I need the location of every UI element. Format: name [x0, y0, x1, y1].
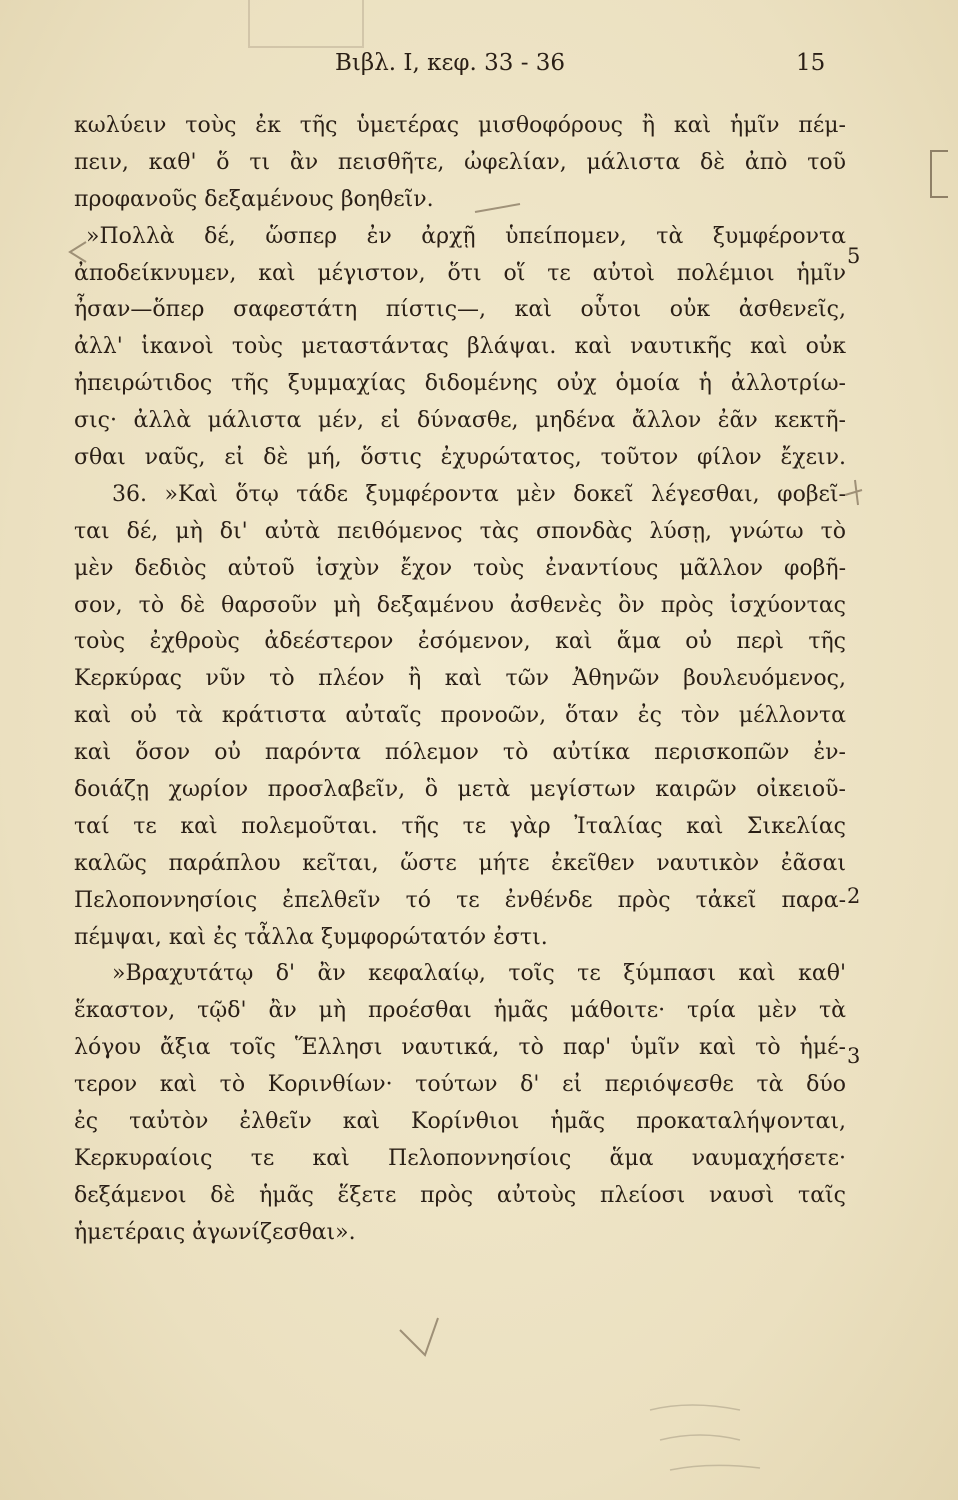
text-line: ταί τε καὶ πολεμοῦται. τῆς τε γὰρ Ἰταλίας καὶ Σικελίας	[74, 813, 846, 839]
text-line: ἦσαν—ὅπερ σαφεστάτη πίστις—, καὶ οὗτοι οὐκ ἀσθενεῖς,	[74, 297, 846, 323]
text-line: κωλύειν τοὺς ἐκ τῆς ὑμετέρας μισθοφόρους ἢ καὶ ἡμῖν πέμ-	[74, 113, 846, 138]
text-line: ἀλλ' ἱκανοὶ τοὺς μεταστάντας βλάψαι. καὶ ναυτικῆς καὶ οὐκ	[74, 334, 846, 360]
text-line: Κερκύρας νῦν τὸ πλέον ἢ καὶ τῶν Ἀθηνῶν βουλευόμενος,	[74, 666, 846, 692]
text-line: τοὺς ἐχθροὺς ἀδεέστερον ἐσόμενον, καὶ ἅμα οὐ περὶ τῆς	[74, 629, 846, 655]
text-line: καὶ ὅσον οὐ παρόντα πόλεμον τὸ αὐτίκα περισκοπῶν ἐν-	[74, 740, 846, 766]
margin-line-number: 3	[847, 1044, 861, 1068]
text-line: Πελοποννησίοις ἐπελθεῖν τό τε ἐνθένδε πρὸς τἀκεῖ παρα-	[74, 887, 846, 913]
text-line: ται δέ, μὴ δι' αὐτὰ πειθόμενος τὰς σπονδὰς λύσῃ, γνώτω τὸ	[74, 518, 846, 544]
text-line: 36. »Καὶ ὅτῳ τάδε ξυμφέροντα μὲν δοκεῖ λέγεσθαι, φοβεῖ-	[112, 481, 846, 507]
text-line: τερον καὶ τὸ Κορινθίων· τούτων δ' εἰ περιόψεσθε τὰ δύο	[74, 1072, 846, 1098]
text-line: καὶ οὐ τὰ κράτιστα αὐταῖς προνοῶν, ὅταν ἐς τὸν μέλλοντα	[74, 703, 846, 729]
text-line: σις· ἀλλὰ μάλιστα μέν, εἰ δύνασθε, μηδένα ἄλλον ἐᾶν κεκτῆ-	[74, 408, 846, 434]
text-line: λόγου ἄξια τοῖς Ἕλλησι ναυτικά, τὸ παρ' ὑμῖν καὶ τὸ ἡμέ-	[74, 1035, 846, 1061]
text-line: Κερκυραίοις τε καὶ Πελοποννησίοις ἅμα ναυμαχήσετε·	[74, 1145, 846, 1171]
text-line: ἠπειρώτιδος τῆς ξυμμαχίας διδομένης οὐχ ὁμοία ἡ ἀλλοτρίω-	[74, 371, 846, 397]
margin-line-number: 2	[847, 884, 861, 908]
text-line: σον, τὸ δὲ θαρσοῦν μὴ δεξαμένου ἀσθενὲς ὂν πρὸς ἰσχύοντας	[74, 592, 846, 618]
margin-line-number: 5	[847, 244, 861, 268]
text-line: ἕκαστον, τῷδ' ἂν μὴ προέσθαι ἡμᾶς μάθοιτε· τρία μὲν τὰ	[74, 998, 846, 1024]
text-line: καλῶς παράπλου κεῖται, ὥστε μήτε ἐκεῖθεν ναυτικὸν ἐᾶσαι	[74, 850, 846, 876]
page-number: 15	[796, 50, 826, 76]
text-line: »Βραχυτάτῳ δ' ἂν κεφαλαίῳ, τοῖς τε ξύμπασι καὶ καθ'	[112, 961, 846, 987]
text-line: σθαι ναῦς, εἰ δὲ μή, ὅστις ἐχυρώτατος, τοῦτον φίλον ἔχειν.	[74, 445, 846, 471]
text-line: μὲν δεδιὸς αὐτοῦ ἰσχὺν ἔχον τοὺς ἐναντίους μᾶλλον φοβῆ-	[74, 555, 846, 581]
text-line: ἡμετέραις ἀγωνίζεσθαι».	[74, 1219, 356, 1245]
running-title: Βιβλ. Ι, κεφ. 33 - 36	[335, 50, 566, 76]
text-line: ἀποδείκνυμεν, καὶ μέγιστον, ὅτι οἵ τε αὐτοὶ πολέμιοι ἡμῖν	[74, 260, 846, 286]
text-line: ἐς ταὐτὸν ἐλθεῖν καὶ Κορίνθιοι ἡμᾶς προκαταλήψονται,	[74, 1109, 846, 1135]
text-line: δοιάζῃ χωρίον προσλαβεῖν, ὃ μετὰ μεγίστων καιρῶν οἰκειοῦ-	[74, 777, 846, 803]
text-line: δεξάμενοι δὲ ἡμᾶς ἕξετε πρὸς αὐτοὺς πλείοσι ναυσὶ ταῖς	[74, 1182, 846, 1208]
text-line: πειν, καθ' ὅ τι ἂν πεισθῆτε, ὠφελίαν, μάλιστα δὲ ἀπὸ τοῦ	[74, 149, 846, 175]
text-line: »Πολλὰ δέ, ὥσπερ ἐν ἀρχῇ ὑπείπομεν, τὰ ξυμφέροντα	[86, 223, 846, 249]
text-line: πέμψαι, καὶ ἐς τἆλλα ξυμφορώτατόν ἐστι.	[74, 924, 548, 950]
text-line: προφανοῦς δεξαμένους βοηθεῖν.	[74, 186, 434, 212]
